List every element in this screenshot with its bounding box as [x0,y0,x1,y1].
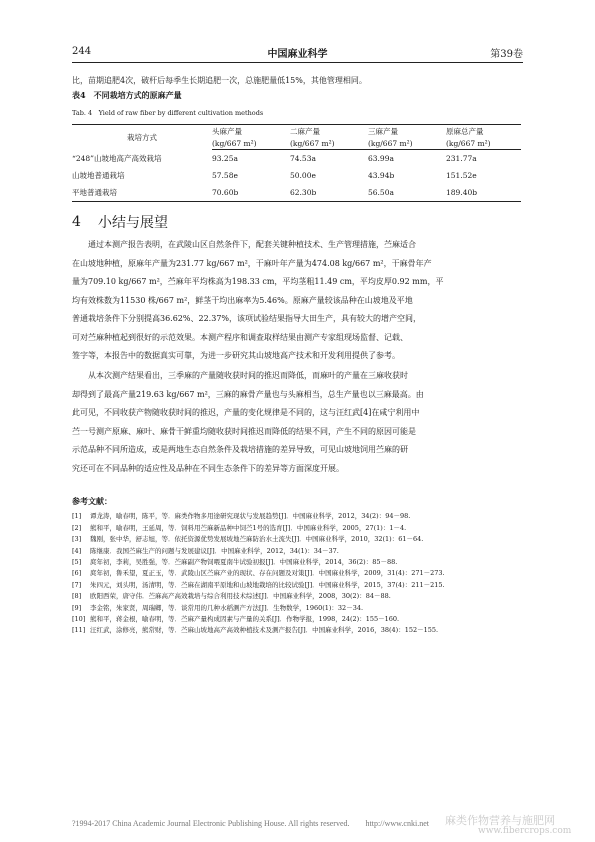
table-cell: 189.40b [446,184,521,202]
yield-table [72,124,521,202]
reference-item [72,534,522,545]
reference-number: [3] [72,535,82,544]
reference-number: [4] [72,546,82,555]
header-rule [72,62,523,63]
table-header-col2: 二麻产量 [290,125,368,139]
table-cell: 56.50a [368,184,446,202]
table-cell: 62.30b [290,184,368,202]
table-unit-col4: (kg/667 m²) [446,138,521,150]
table-header-col3: 三麻产量 [368,125,446,139]
table-caption-en: Tab. 4 Yield of raw fiber by different cultivation methods [72,109,264,117]
reference-number: [5] [72,558,82,567]
page-number: 244 [72,46,92,57]
table-row [72,184,521,202]
table-cell-method: 平地普通栽培 [72,184,212,202]
table-cell: 57.58e [212,170,238,180]
paragraph-line: 普通栽培条件下分别提高36.62%、22.37%，该项试验结果指导大田生产，具有较大的增产空间， [72,314,422,323]
table-cell: 74.53a [290,153,316,163]
reference-item [72,625,522,636]
intro-line: 比，苗期追肥4次，破杆后每季生长期追肥一次，总施肥量低15%，其他管理相同。 [72,76,367,85]
paragraph-line: 示范品种不同所造成，或是两地生态自然条件及栽培措施的差异导致，可见山坡地饲用苎麻的研 [72,445,408,454]
table-cell-method: “248”山坡地高产高效栽培 [72,153,162,163]
reference-item [72,523,522,534]
reference-text: 魏刚，张中华，舒志旭，等．依托资源优势发展坡地苎麻防治水土流失[J]．中国麻业科学，2010，32(1)：61－64. [90,535,424,544]
table-cell: 93.25a [212,153,238,163]
table-cell: 50.00e [290,170,316,180]
section-number: 4 [72,214,81,230]
table-row [72,167,521,184]
paragraph-line: 签字等，本报告中的数据真实可靠，为进一步研究其山坡地高产技术和开发利用提供了参考。 [72,351,400,360]
reference-item [72,511,522,522]
table-unit-col1: (kg/667 m²) [212,138,290,150]
reference-number: [9] [72,603,82,612]
reference-text: 庹年初，鲁禾望，夏正玉，等．武陵山区苎麻产业的现状、存在问题及对策[J]．中国麻业科学，2009，31(4)：271－273. [90,569,445,578]
reference-text: 汪红武，涂修亮，熊常财，等．苎麻山坡地高产高效种植技术及测产报告[J]．中国麻业科学，2016，38(4)：152－155. [90,626,439,635]
reference-item [72,614,522,625]
table-header-method: 栽培方式 [72,125,212,150]
paragraph-line: 究还可在不同品种的适应性及品种在不同生态条件下的差异等方面深度开展。 [72,463,344,473]
table-unit-col3: (kg/667 m²) [368,138,446,150]
reference-item [72,546,522,557]
paragraph-line: 苎一号测产原麻、麻叶、麻骨干鲜重均随收获时间推迟而降低的结果不同，产生不同的原因可能是 [72,426,416,436]
journal-title: 中国麻业科学 [267,49,328,60]
reference-item [72,603,522,614]
reference-text: 熊和平，蒋金根，喻春明，等．苎麻产量构成因素与产量的关系[J]．作物学报，1998，24(2)：155－160. [90,615,400,624]
reference-text: 李金铭，朱家贤，周瑞卿，等．谈常用的几种水稻测产方法[J]．生物数学，1960(1)：32－34. [90,603,364,612]
paragraph-1 [72,236,524,366]
paragraph-2 [72,367,524,478]
table-cell: 151.52e [446,170,477,180]
table-cell-method: 山坡地普通栽培 [72,170,125,180]
references-heading: 参考文献： [72,496,112,506]
reference-item [72,568,522,579]
paragraph-line: 可对苎麻种植起到很好的示范效果。本测产程序和调查取样结果由测产专家组现场监督、记载、 [72,332,408,342]
references [72,496,522,637]
table-cell: 63.99a [368,153,394,163]
reference-text: 熊和平，喻春明，王延周，等．饲料用苎麻新品种中饲苎1号的选育[J]．中国麻业科学，2005，27(1)：1－4. [90,523,407,532]
reference-item [72,557,522,568]
reference-item [72,591,522,602]
reference-text: 欧阳西荣，唐守伟．苎麻高产高效栽培与综合利用技术综述[J]．中国麻业科学，2008，30(2)：84－88. [90,592,391,601]
reference-number: [2] [72,523,82,532]
watermark-url: www.fibercrops.com [478,826,572,836]
paragraph-line: 却得到了最高产量219.63 kg/667 m²，三麻的麻骨产量也与头麻相当，总生产量也以三麻最高。由 [72,389,424,399]
reference-text: 庹年初，李莉，吴胜强，等．苎麻副产物饲喂夏南牛试验初报[J]．中国麻业科学，2014，36(2)：85－88. [90,558,398,567]
table-cell: 70.60b [212,184,290,202]
reference-number: [10] [72,615,86,624]
paragraph-line: 从本次测产结果看出，三季麻的产量随收获时间的推迟而降低，而麻叶的产量在三麻收获时 [88,371,408,380]
reference-text: 谭龙涛，喻春明，陈平，等．麻类作物多用途研究现状与发展趋势[J]．中国麻业科学，2012，34(2)：94－98. [90,512,411,521]
table-header-col1: 头麻产量 [212,125,290,139]
paragraph-line: 此可见，不同收获产物随收获时间的推迟，产量的变化规律是不同的，这与汪红武[4]在咸宁利用中 [72,408,420,417]
reference-number: [11] [72,626,86,635]
reference-number: [6] [72,569,82,578]
table-header-col4: 原麻总产量 [446,125,521,139]
table-unit-col2: (kg/667 m²) [290,138,368,150]
reference-number: [7] [72,580,82,589]
reference-text: 陈继康．我国苎麻生产的问题与发展建议[J]．中国麻业科学，2012，34(1)：34－37. [90,546,339,555]
paragraph-line: 量为709.10 kg/667 m²，苎麻年平均株高为198.33 cm，平均茎粗11.49 cm，平均皮厚0.92 mm，平 [72,277,444,286]
paragraph-line: 在山坡地种植，原麻年产量为231.77 kg/667 m²，干麻叶年产量为474.08 kg/667 m²，干麻骨年产 [72,258,432,268]
table-caption-cn: 表4 不同栽培方式的原麻产量 [72,90,182,100]
paragraph-line: 均有效株数为11530 株/667 m²，鲜茎干均出麻率为5.46%。原麻产量较该品种在山坡地及平地 [72,295,413,305]
table-cell: 231.77a [446,153,477,163]
watermark-title: 麻类作物营养与施肥网 [445,814,555,827]
table-cell: 43.94b [368,170,395,180]
reference-text: 朱四元，刘头明，汤清明，等．苎麻在湖南平原地和山坡地栽培的比较试验[J]．中国麻业科学，2015，37(4)：211－215. [90,580,445,589]
paragraph-line: 通过本测产报告表明，在武陵山区自然条件下，配套关键种植技术、生产管理措施，苎麻适合 [88,240,416,249]
reference-number: [8] [72,592,82,601]
table-row [72,150,521,167]
copyright-footer: ?1994-2017 China Academic Journal Electronic Publishing House. All rights reserved. http://www.cnki.net [72,819,429,828]
section-title: 小结与展望 [98,215,168,231]
reference-number: [1] [72,512,82,521]
reference-item [72,580,522,591]
volume-label: 第39卷 [490,49,523,60]
